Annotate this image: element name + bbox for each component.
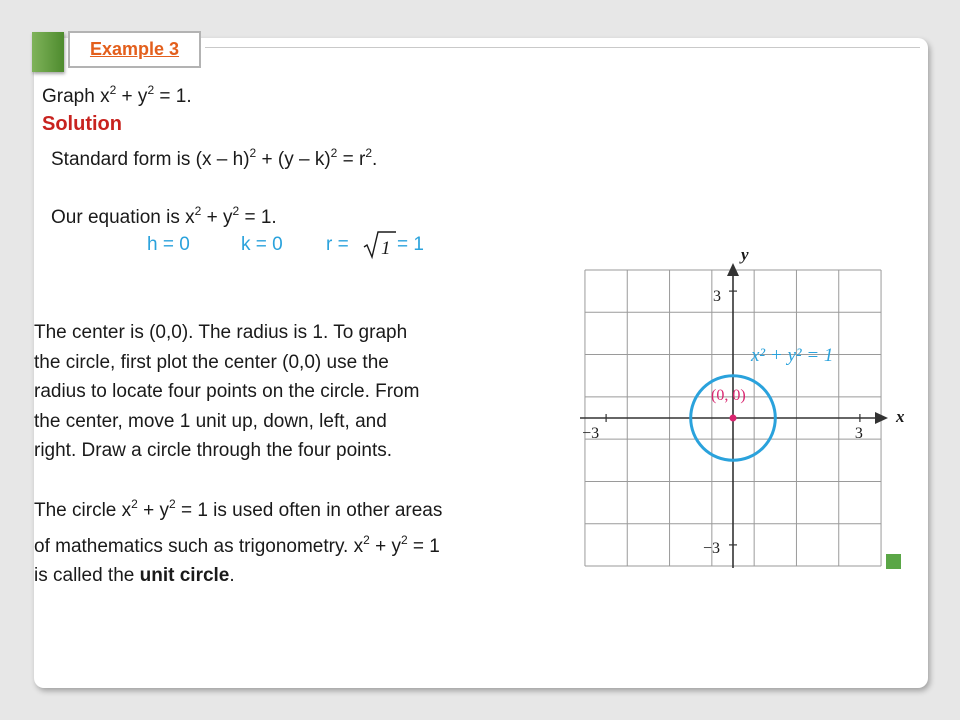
equation-label: x² + y² = 1 xyxy=(751,344,834,366)
x-tick-label-neg: −3 xyxy=(582,425,600,442)
x-tick-label-pos: 3 xyxy=(854,425,863,442)
y-axis-label: y xyxy=(741,245,749,264)
center-point xyxy=(730,415,737,422)
square-root-symbol xyxy=(363,230,397,265)
slide-tab-marker xyxy=(32,32,64,72)
note-line-2: of mathematics such as trigonometry. $x^2 + y^2 = 1$ xyxy=(34,532,440,557)
explanation-line: the center, move 1 unit up, down, left, and xyxy=(34,410,387,432)
y-tick-label-pos: 3 xyxy=(713,288,721,306)
param-k: k = 0 xyxy=(241,234,283,255)
note-line-1: The circle $x^2 + y^2 = 1$ is used often in other areas xyxy=(34,497,443,521)
unit-circle-term: unit circle xyxy=(139,565,230,586)
param-r: r = xyxy=(326,234,349,255)
slide-corner-marker xyxy=(886,554,901,569)
our-equation-line: Our equation is $x^2 + y^2 = 1$. xyxy=(51,204,277,228)
problem-statement: Graph $x^2 + y^2 = 1$. xyxy=(42,83,192,107)
solution-heading: Solution xyxy=(42,113,122,135)
radicand: 1 xyxy=(381,238,391,259)
explanation-line: The center is (0,0). The radius is 1. To graph xyxy=(34,322,408,343)
explanation-line: right. Draw a circle through the four points. xyxy=(34,440,393,461)
explanation-paragraph xyxy=(34,318,554,466)
unit-circle-note xyxy=(34,490,554,591)
example-title: Example 3 xyxy=(89,39,180,59)
radical-sign-icon xyxy=(363,230,397,260)
y-tick-label-neg: −3 xyxy=(703,539,721,557)
param-r-value: = 1 xyxy=(397,234,424,255)
graph-labels xyxy=(582,245,905,557)
x-axis-label: x xyxy=(896,407,905,426)
explanation-line: radius to locate four points on the circle. From xyxy=(34,381,420,402)
unit-circle-graph xyxy=(570,240,910,580)
center-label: (0, 0) xyxy=(711,387,746,405)
param-h: h = 0 xyxy=(147,234,190,255)
explanation-line: the circle, first plot the center (0,0) use the xyxy=(34,351,389,373)
note-line-3: is called the unit circle. xyxy=(34,565,235,586)
example-box xyxy=(68,31,201,68)
standard-form-line: Standard form is $(x - h)^2 + (y - k)^2 = r^2$. xyxy=(51,146,378,170)
header-rule xyxy=(205,47,920,48)
